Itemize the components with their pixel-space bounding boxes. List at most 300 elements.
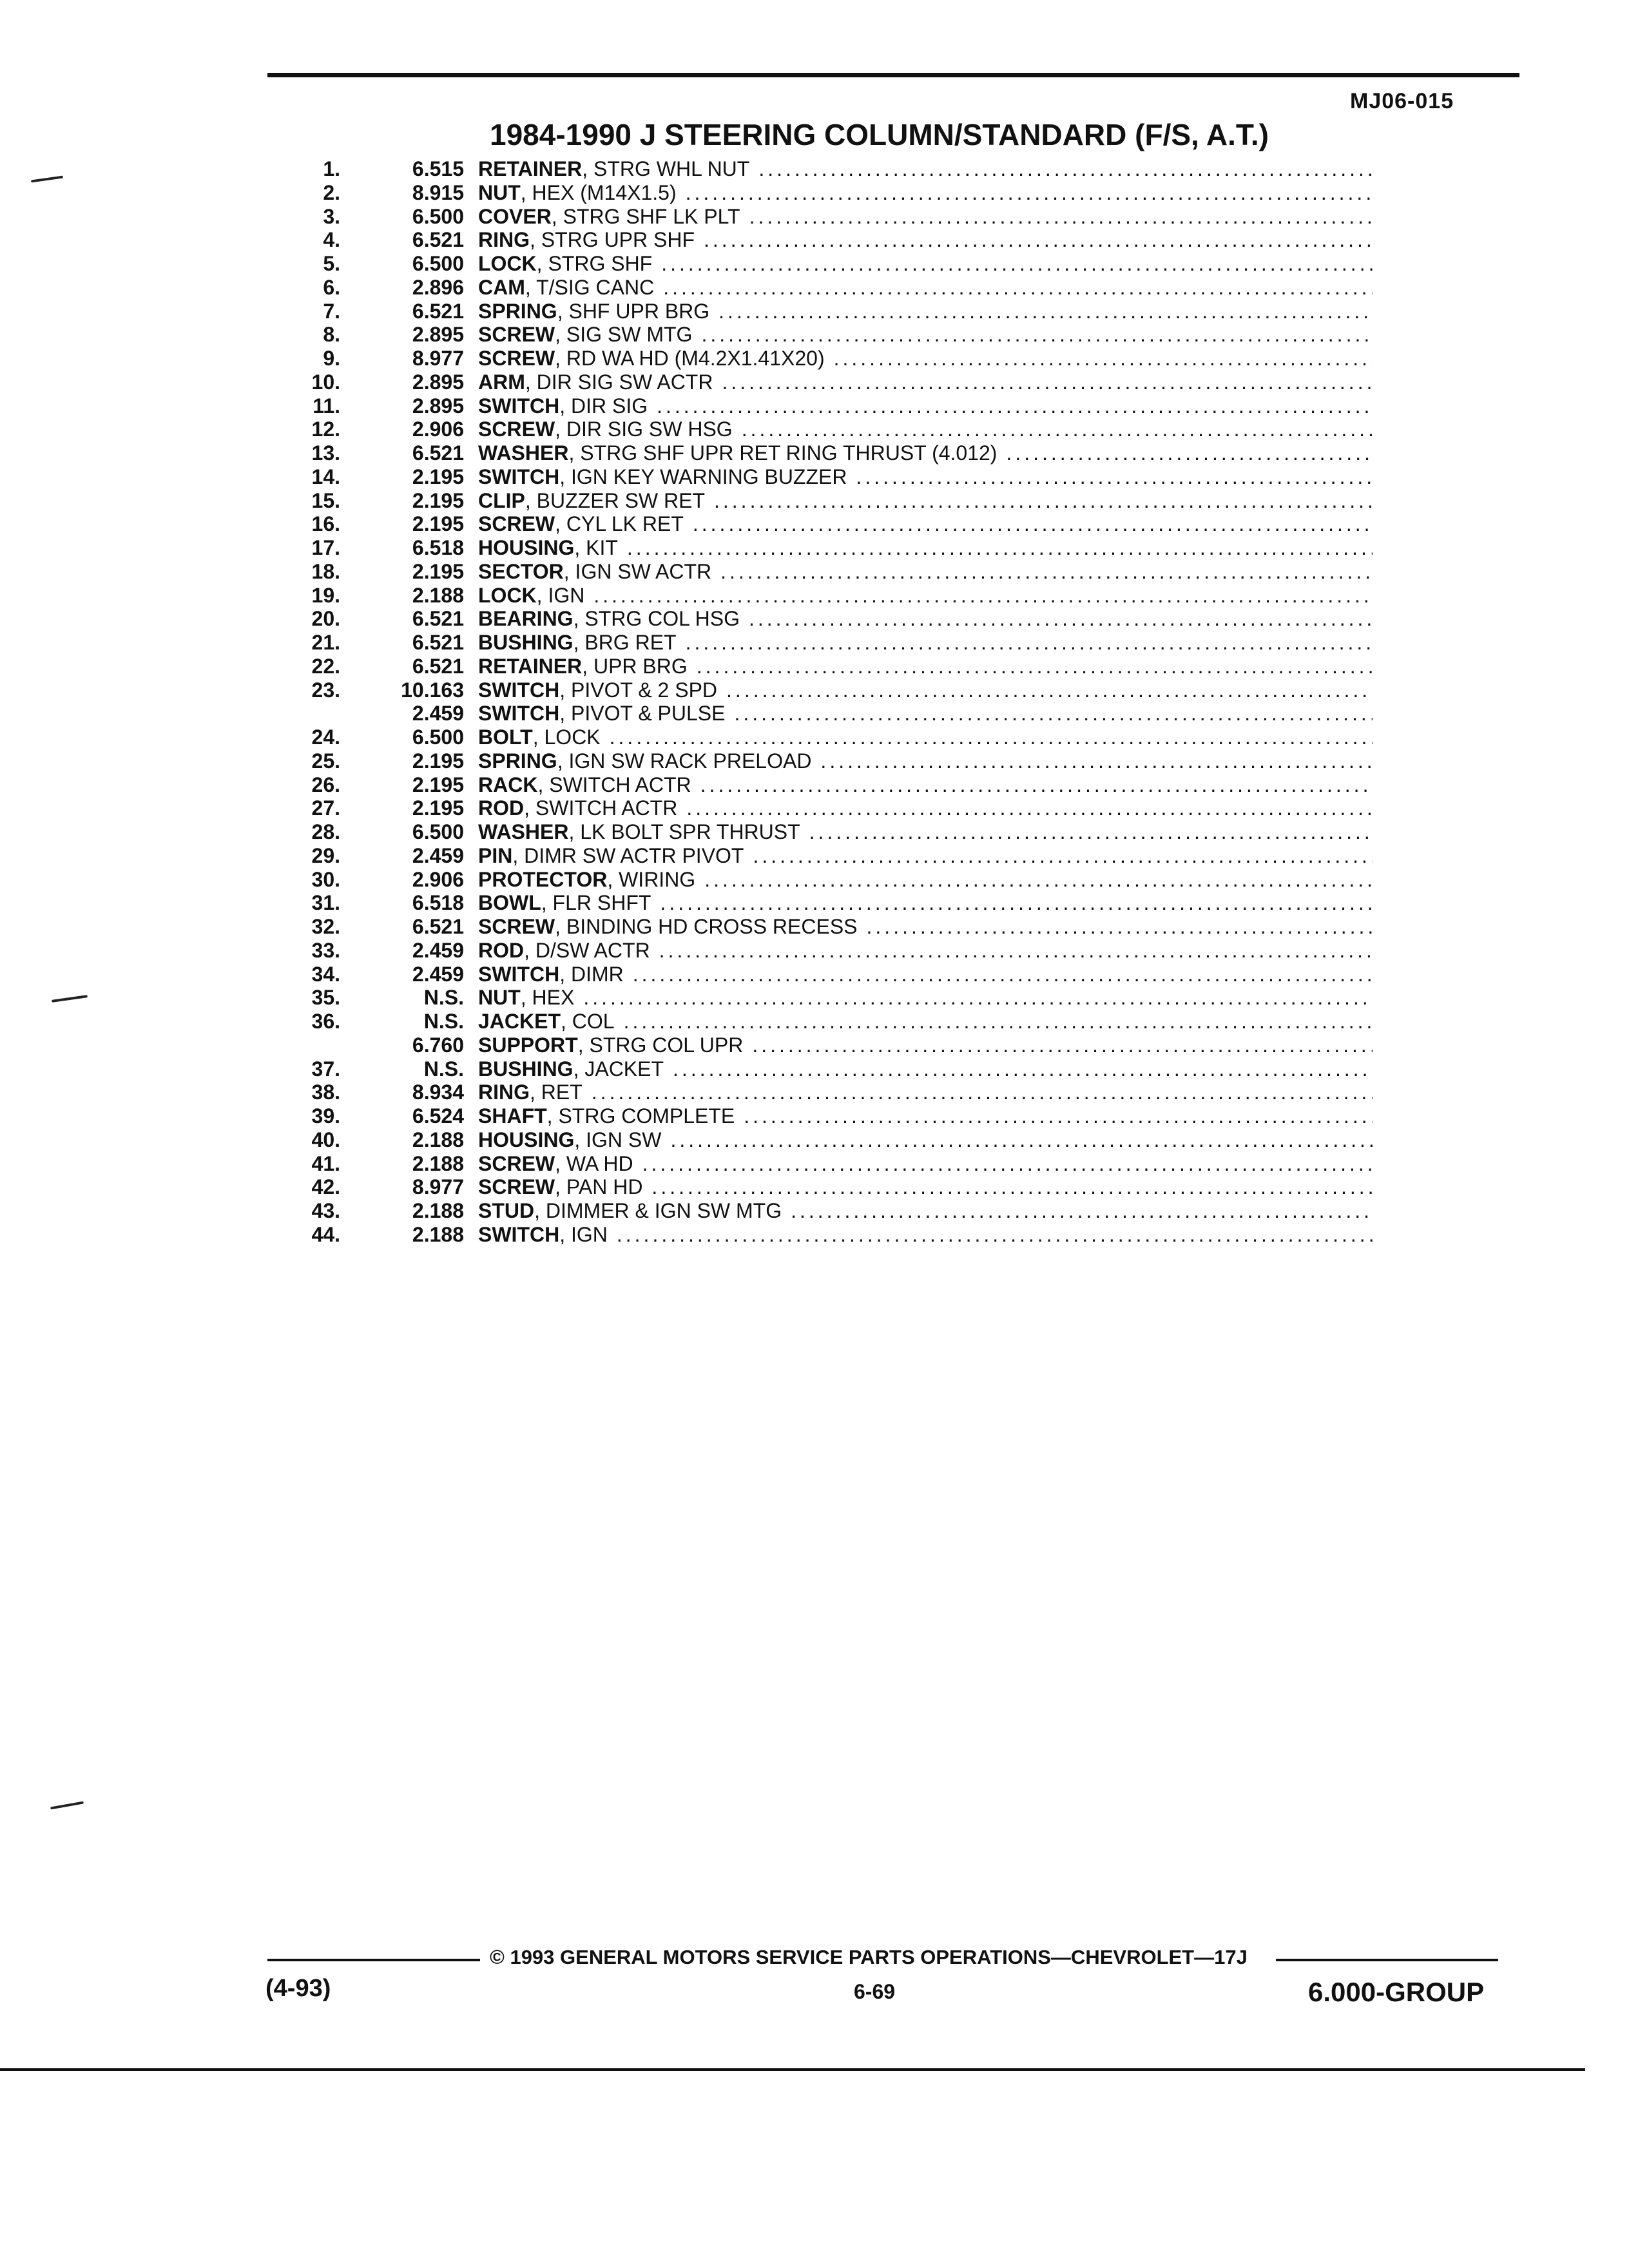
- part-spec: , T/SIG CANC: [525, 275, 655, 299]
- leader-dots: [704, 868, 1373, 891]
- item-number: 17.: [311, 536, 340, 559]
- part-description-line: [478, 749, 1373, 773]
- leader-dots: [663, 276, 1373, 299]
- part-description: [478, 844, 753, 867]
- group-code: 2.195: [412, 559, 464, 583]
- part-description: [478, 1152, 642, 1175]
- part-description-line: [478, 1033, 1373, 1057]
- part-name: SHAFT: [478, 1104, 547, 1128]
- part-description: [478, 465, 856, 488]
- item-number: 7.: [323, 299, 340, 323]
- group-code: 8.977: [412, 1175, 464, 1199]
- group-code: 6.521: [412, 654, 464, 678]
- part-description: [478, 915, 867, 938]
- part-spec: , KIT: [574, 536, 618, 559]
- part-name: SCREW: [478, 347, 555, 370]
- part-spec: , IGN: [536, 583, 585, 607]
- part-description: [478, 749, 820, 773]
- part-name: COVER: [478, 204, 552, 228]
- part-spec: , STRG COMPLETE: [546, 1104, 735, 1128]
- part-spec: , BUZZER SW RET: [525, 488, 705, 512]
- part-spec: , DIR SIG: [559, 394, 648, 418]
- item-number: 15.: [311, 488, 340, 512]
- part-name: SUPPORT: [478, 1033, 578, 1057]
- group-code: 8.934: [412, 1081, 464, 1104]
- leader-dots: [624, 1010, 1373, 1033]
- item-number: 4.: [323, 228, 340, 252]
- part-name: SPRING: [478, 749, 557, 773]
- group-code: 2.906: [412, 418, 464, 441]
- part-spec: , RD WA HD (M4.2X1.41X20): [555, 347, 825, 370]
- part-description-line: [478, 702, 1373, 725]
- part-row: [0, 465, 1629, 489]
- part-spec: , STRG COL HSG: [573, 607, 740, 631]
- part-description: [478, 1175, 651, 1198]
- leader-dots: [742, 418, 1373, 441]
- part-description: [478, 394, 657, 418]
- part-name: BOWL: [478, 891, 541, 915]
- part-row: [0, 1223, 1629, 1247]
- copyright-line: © 1993 GENERAL MOTORS SERVICE PARTS OPERATIONS—CHEVROLET—17J: [490, 1946, 1248, 1968]
- part-name: SCREW: [478, 1151, 555, 1175]
- group-code: 2.895: [412, 323, 464, 347]
- part-name: RACK: [478, 773, 538, 796]
- part-spec: , IGN: [559, 1222, 608, 1246]
- part-description-line: [478, 796, 1373, 820]
- item-number: 5.: [323, 252, 340, 275]
- part-description: [478, 418, 742, 441]
- leader-dots: [627, 536, 1373, 559]
- group-code: 2.459: [412, 843, 464, 867]
- revision-date: (4-93): [265, 1975, 331, 2002]
- part-description: [478, 607, 749, 630]
- leader-dots: [704, 228, 1373, 251]
- part-row: [0, 489, 1629, 513]
- part-description-line: [478, 347, 1373, 370]
- part-spec: , PIVOT & 2 SPD: [559, 678, 718, 702]
- part-row: [0, 891, 1629, 915]
- part-description: [478, 820, 809, 843]
- part-description-line: [478, 939, 1373, 962]
- leader-dots: [686, 631, 1373, 654]
- part-row: [0, 820, 1629, 844]
- item-number: 28.: [311, 820, 340, 843]
- part-description-line: [478, 986, 1373, 1009]
- parts-list: [0, 157, 1629, 1247]
- group-code: N.S.: [423, 1057, 464, 1081]
- part-row: [0, 796, 1629, 820]
- leader-dots: [642, 1152, 1373, 1175]
- leader-dots: [834, 347, 1373, 370]
- part-description: [478, 1223, 617, 1246]
- part-row: [0, 868, 1629, 892]
- group-code: 2.459: [412, 938, 464, 962]
- part-description: [478, 655, 697, 678]
- group-code: 2.195: [412, 465, 464, 488]
- part-description: [478, 702, 734, 725]
- item-number: 29.: [311, 843, 340, 867]
- part-name: SWITCH: [478, 1222, 560, 1246]
- part-spec: , LOCK: [532, 726, 601, 749]
- group-code: 2.195: [412, 488, 464, 512]
- part-description: [478, 631, 686, 654]
- part-description-line: [478, 1081, 1373, 1104]
- part-description: [478, 157, 758, 180]
- part-row: [0, 1057, 1629, 1081]
- part-description: [478, 986, 583, 1009]
- part-description: [478, 796, 686, 820]
- part-name: SWITCH: [478, 465, 560, 488]
- part-description-line: [478, 868, 1373, 891]
- group-label: 6.000-GROUP: [1308, 1977, 1485, 2007]
- group-code: 6.500: [412, 726, 464, 749]
- part-name: RING: [478, 228, 530, 252]
- item-number: 24.: [311, 726, 340, 749]
- part-description-line: [478, 370, 1373, 394]
- leader-dots: [867, 915, 1373, 938]
- part-name: SWITCH: [478, 702, 560, 726]
- part-spec: , BINDING HD CROSS RECESS: [555, 915, 858, 938]
- part-description: [478, 868, 704, 891]
- part-spec: , D/SW ACTR: [524, 938, 650, 962]
- part-description-line: [478, 489, 1373, 512]
- item-number: 43.: [311, 1199, 340, 1222]
- item-number: 1.: [323, 157, 340, 180]
- part-description: [478, 536, 627, 559]
- footer-rule-left: [267, 1959, 480, 1961]
- group-code: 2.188: [412, 1199, 464, 1222]
- part-spec: , BRG RET: [573, 631, 677, 654]
- part-description: [478, 228, 704, 251]
- part-name: PROTECTOR: [478, 867, 608, 891]
- part-spec: , SHF UPR BRG: [557, 299, 710, 323]
- part-description: [478, 1010, 624, 1033]
- item-number: 8.: [323, 323, 340, 347]
- part-description-line: [478, 1057, 1373, 1081]
- part-description-line: [478, 1199, 1373, 1222]
- leader-dots: [718, 300, 1373, 323]
- leader-dots: [700, 773, 1373, 796]
- part-spec: , IGN SW RACK PRELOAD: [557, 749, 812, 773]
- group-code: 6.518: [412, 536, 464, 559]
- leader-dots: [701, 323, 1373, 346]
- part-name: SWITCH: [478, 394, 560, 418]
- part-spec: , STRG WHL NUT: [582, 157, 750, 180]
- part-row: [0, 631, 1629, 655]
- part-description: [478, 181, 686, 204]
- item-number: 2.: [323, 180, 340, 204]
- group-code: 2.895: [412, 370, 464, 394]
- item-number: 27.: [311, 796, 340, 820]
- item-number: 26.: [311, 773, 340, 796]
- leader-dots: [673, 1057, 1373, 1081]
- part-row: [0, 157, 1629, 181]
- page-title: 1984-1990 J STEERING COLUMN/STANDARD (F/S, A.T.): [490, 118, 1269, 151]
- part-description-line: [478, 228, 1373, 251]
- part-description: [478, 1104, 744, 1128]
- part-row: [0, 939, 1629, 963]
- part-description: [478, 584, 593, 607]
- part-name: SCREW: [478, 418, 555, 441]
- part-description-line: [478, 1104, 1373, 1128]
- part-spec: , DIMR: [559, 962, 624, 986]
- part-description-line: [478, 915, 1373, 938]
- leader-dots: [720, 560, 1373, 583]
- part-name: BUSHING: [478, 1057, 574, 1081]
- part-row: [0, 678, 1629, 702]
- part-row: [0, 441, 1629, 465]
- part-name: BUSHING: [478, 631, 574, 654]
- part-spec: , SWITCH ACTR: [537, 773, 691, 796]
- part-description-line: [478, 584, 1373, 607]
- part-name: SECTOR: [478, 559, 564, 583]
- part-description: [478, 276, 663, 299]
- part-row: [0, 702, 1629, 726]
- part-description: [478, 370, 722, 394]
- group-code: 2.906: [412, 867, 464, 891]
- part-description-line: [478, 560, 1373, 583]
- group-code: N.S.: [423, 1010, 464, 1033]
- item-number: 10.: [311, 370, 340, 394]
- item-number: 9.: [323, 347, 340, 370]
- part-description: [478, 252, 661, 275]
- part-spec: , DIR SIG SW HSG: [555, 418, 733, 441]
- part-name: CLIP: [478, 488, 525, 512]
- part-row: [0, 418, 1629, 441]
- item-number: 12.: [311, 418, 340, 441]
- leader-dots: [734, 702, 1373, 725]
- part-row: [0, 1128, 1629, 1152]
- part-spec: , STRG SHF UPR RET RING THRUST (4.012): [568, 441, 998, 465]
- part-spec: , IGN SW: [574, 1128, 662, 1151]
- leader-dots: [657, 394, 1373, 418]
- part-name: ARM: [478, 370, 525, 394]
- part-spec: , CYL LK RET: [555, 512, 684, 536]
- part-name: BOLT: [478, 726, 533, 749]
- leader-dots: [791, 1199, 1373, 1222]
- part-row: [0, 749, 1629, 773]
- leader-dots: [758, 157, 1373, 180]
- item-number: 44.: [311, 1222, 340, 1246]
- part-spec: , DIMR SW ACTR PIVOT: [512, 843, 744, 867]
- group-code: 10.163: [401, 678, 464, 702]
- leader-dots: [651, 1175, 1373, 1198]
- part-spec: , DIMMER & IGN SW MTG: [534, 1199, 782, 1222]
- part-row: [0, 655, 1629, 678]
- item-number: 32.: [311, 915, 340, 938]
- item-number: 18.: [311, 559, 340, 583]
- part-row: [0, 1152, 1629, 1176]
- part-spec: , UPR BRG: [582, 654, 688, 678]
- group-code: 6.521: [412, 441, 464, 465]
- part-row: [0, 986, 1629, 1010]
- part-row: [0, 228, 1629, 252]
- item-number: 34.: [311, 962, 340, 986]
- group-code: 2.195: [412, 773, 464, 796]
- part-description-line: [478, 773, 1373, 796]
- part-description: [478, 963, 633, 986]
- part-name: ROD: [478, 796, 525, 820]
- part-name: SWITCH: [478, 678, 560, 702]
- group-code: 6.518: [412, 891, 464, 915]
- part-row: [0, 300, 1629, 323]
- part-description-line: [478, 631, 1373, 654]
- group-code: 2.896: [412, 275, 464, 299]
- part-description-line: [478, 418, 1373, 441]
- group-code: 6.500: [412, 204, 464, 228]
- part-name: NUT: [478, 986, 521, 1010]
- item-number: 39.: [311, 1104, 340, 1128]
- item-number: 6.: [323, 275, 340, 299]
- item-number: 38.: [311, 1081, 340, 1104]
- part-description-line: [478, 441, 1373, 465]
- group-code: 6.521: [412, 607, 464, 631]
- item-number: 35.: [311, 986, 340, 1010]
- leader-dots: [660, 891, 1373, 914]
- part-spec: , RET: [530, 1081, 583, 1104]
- leader-dots: [726, 678, 1373, 702]
- part-spec: , DIR SIG SW ACTR: [525, 370, 713, 394]
- part-row: [0, 1033, 1629, 1057]
- part-row: [0, 1175, 1629, 1199]
- part-spec: , WA HD: [555, 1151, 633, 1175]
- part-description: [478, 560, 720, 583]
- part-row: [0, 726, 1629, 749]
- part-row: [0, 773, 1629, 797]
- leader-dots: [592, 1081, 1373, 1104]
- item-number: 20.: [311, 607, 340, 631]
- part-description: [478, 939, 659, 962]
- leader-dots: [856, 465, 1373, 488]
- leader-dots: [610, 726, 1373, 749]
- group-code: 2.188: [412, 1128, 464, 1151]
- group-code: 8.915: [412, 180, 464, 204]
- group-code: 2.195: [412, 749, 464, 773]
- part-description: [478, 1199, 791, 1222]
- part-spec: , STRG SHF LK PLT: [551, 204, 740, 228]
- part-description-line: [478, 820, 1373, 843]
- part-description: [478, 512, 693, 535]
- part-description-line: [478, 678, 1373, 702]
- part-row: [0, 536, 1629, 560]
- item-number: 16.: [311, 512, 340, 536]
- leader-dots: [697, 655, 1373, 678]
- item-number: 13.: [311, 441, 340, 465]
- part-description-line: [478, 157, 1373, 180]
- part-description: [478, 1033, 752, 1057]
- part-description: [478, 441, 1006, 465]
- group-code: 8.977: [412, 347, 464, 370]
- part-description: [478, 891, 660, 914]
- part-description-line: [478, 607, 1373, 630]
- item-number: 3.: [323, 204, 340, 228]
- group-code: 6.521: [412, 299, 464, 323]
- part-row: [0, 512, 1629, 536]
- part-description-line: [478, 891, 1373, 914]
- leader-dots: [686, 181, 1373, 204]
- part-spec: , HEX: [520, 986, 575, 1010]
- part-description-line: [478, 181, 1373, 204]
- part-description-line: [478, 276, 1373, 299]
- group-code: 6.760: [412, 1033, 464, 1057]
- group-code: 2.188: [412, 1222, 464, 1246]
- part-description-line: [478, 844, 1373, 867]
- part-row: [0, 1104, 1629, 1128]
- item-number: 42.: [311, 1175, 340, 1199]
- leader-dots: [753, 844, 1373, 867]
- part-spec: , IGN KEY WARNING BUZZER: [559, 465, 847, 488]
- leader-dots: [633, 963, 1373, 986]
- part-description: [478, 347, 834, 370]
- part-description-line: [478, 536, 1373, 559]
- part-description-line: [478, 394, 1373, 418]
- item-number: 23.: [311, 678, 340, 702]
- part-spec: , STRG SHF: [536, 252, 653, 275]
- group-code: 2.188: [412, 583, 464, 607]
- part-description-line: [478, 1010, 1373, 1033]
- leader-dots: [714, 489, 1373, 512]
- group-code: 6.521: [412, 228, 464, 252]
- part-row: [0, 276, 1629, 300]
- part-row: [0, 252, 1629, 276]
- part-description-line: [478, 205, 1373, 228]
- group-code: 2.195: [412, 796, 464, 820]
- part-description: [478, 1081, 592, 1104]
- leader-dots: [820, 749, 1373, 773]
- part-description-line: [478, 300, 1373, 323]
- part-name: HOUSING: [478, 1128, 575, 1151]
- part-spec: , JACKET: [573, 1057, 664, 1081]
- item-number: 11.: [313, 394, 340, 418]
- part-name: SCREW: [478, 323, 555, 347]
- part-name: NUT: [478, 180, 521, 204]
- group-code: 6.521: [412, 631, 464, 654]
- part-spec: , WIRING: [607, 867, 696, 891]
- part-row: [0, 181, 1629, 205]
- part-row: [0, 584, 1629, 608]
- leader-dots: [593, 584, 1373, 607]
- top-rule: [267, 73, 1519, 77]
- part-row: [0, 323, 1629, 347]
- leader-dots: [749, 607, 1373, 630]
- item-number: 25.: [311, 749, 340, 773]
- group-code: 2.459: [412, 702, 464, 726]
- item-number: 30.: [311, 867, 340, 891]
- group-code: 2.195: [412, 512, 464, 536]
- part-spec: , LK BOLT SPR THRUST: [568, 820, 800, 843]
- part-name: RING: [478, 1081, 530, 1104]
- part-name: SCREW: [478, 1175, 555, 1199]
- group-code: 6.515: [412, 157, 464, 180]
- part-description-line: [478, 963, 1373, 986]
- item-number: 33.: [311, 938, 340, 962]
- part-row: [0, 347, 1629, 370]
- part-name: BEARING: [478, 607, 574, 631]
- part-spec: , HEX (M14X1.5): [520, 180, 677, 204]
- part-spec: , STRG UPR SHF: [530, 228, 695, 252]
- part-name: SCREW: [478, 512, 555, 536]
- leader-dots: [583, 986, 1373, 1009]
- part-description-line: [478, 1175, 1373, 1198]
- leader-dots: [1006, 441, 1373, 465]
- leader-dots: [617, 1223, 1373, 1246]
- leader-dots: [661, 252, 1373, 275]
- part-description: [478, 205, 749, 228]
- leader-dots: [809, 820, 1373, 843]
- group-code: 2.895: [412, 394, 464, 418]
- part-row: [0, 205, 1629, 229]
- part-spec: , FLR SHFT: [541, 891, 651, 915]
